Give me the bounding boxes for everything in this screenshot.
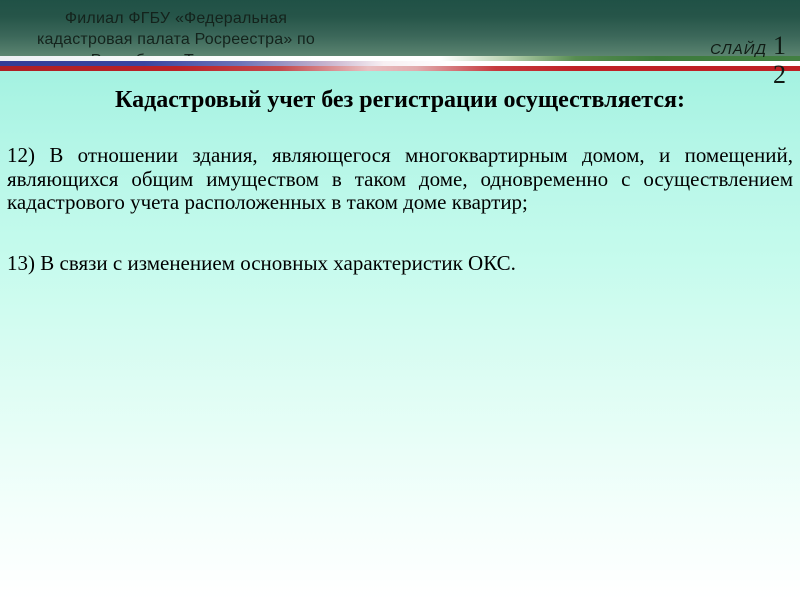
organization-title-line: Филиал ФГБУ «Федеральная [64, 10, 288, 27]
slide-title: Кадастровый учет без регистрации осуществляется: [115, 87, 685, 113]
flag-band-bottom-red [0, 66, 800, 71]
slide-number-digit-2: 2 [773, 60, 786, 89]
paragraph-item-13: 13) В связи с изменением основных характеристик ОКС. [7, 250, 516, 275]
paragraph-line: являющихся общим имуществом в таком доме, одновременно с осуществлением [7, 166, 793, 191]
slide-number-line1 [710, 33, 786, 62]
organization-title-line: кадастровая палата Росреестра» по [36, 31, 316, 48]
slide-number-digit-1: 1 [773, 31, 786, 60]
paragraph-line: кадастрового учета расположенных в таком доме квартир; [7, 190, 528, 214]
flag-stripe [0, 56, 800, 71]
paragraph-line: 12) В отношении здания, являющегося многоквартирным домом, и помещений, [7, 143, 793, 167]
slide-number [710, 33, 786, 87]
paragraph-item-12 [0, 144, 800, 215]
slide-label: СЛАЙД [710, 41, 767, 58]
header-bar [0, 0, 800, 56]
slide-body [0, 71, 800, 600]
